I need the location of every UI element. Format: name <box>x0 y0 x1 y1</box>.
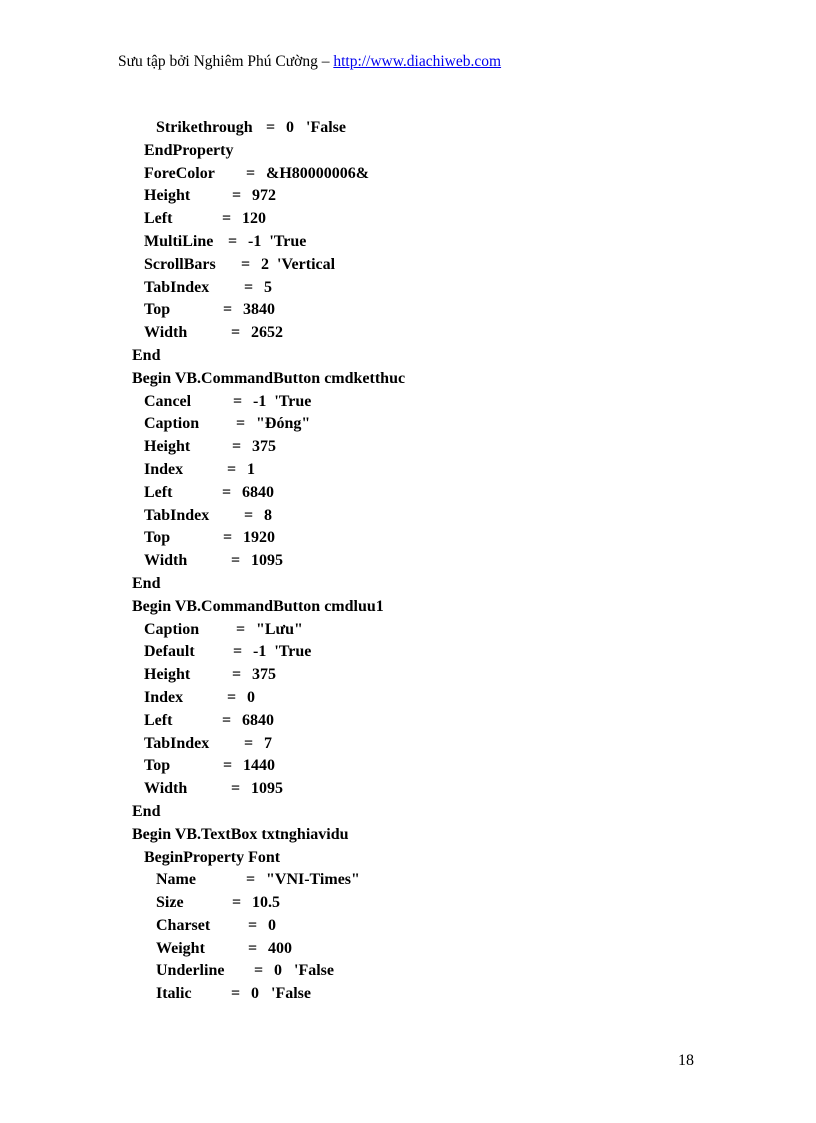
code-line <box>0 666 816 689</box>
property-name: MultiLine <box>144 232 214 250</box>
property-name: Width <box>144 780 188 798</box>
property-value: 1095 <box>251 780 283 798</box>
property-name: TabIndex <box>144 278 210 296</box>
property-name: Height <box>144 187 191 205</box>
equals-sign: = <box>232 438 242 456</box>
equals-sign: = <box>223 301 233 319</box>
property-value: 375 <box>252 666 276 684</box>
code-line <box>0 324 816 347</box>
code-line <box>0 962 816 985</box>
code-line <box>0 621 816 644</box>
code-statement: EndProperty <box>144 141 234 159</box>
property-name: Top <box>144 529 171 547</box>
property-value: 3840 <box>243 301 275 319</box>
property-name: Left <box>144 483 173 501</box>
code-statement: Begin VB.CommandButton cmdluu1 <box>132 597 384 615</box>
equals-sign: = <box>231 985 241 1003</box>
property-name: Top <box>144 301 171 319</box>
code-line <box>0 279 816 302</box>
code-statement: End <box>132 802 161 820</box>
code-line <box>0 256 816 279</box>
code-line <box>0 757 816 780</box>
header-attribution: Sưu tập bởi Nghiêm Phú Cường – <box>118 53 334 70</box>
code-line <box>0 165 816 188</box>
property-value: 1440 <box>243 757 275 775</box>
code-statement: End <box>132 574 161 592</box>
property-value: 6840 <box>242 483 274 501</box>
code-line <box>0 689 816 712</box>
equals-sign: = <box>254 962 264 980</box>
property-name: Width <box>144 324 188 342</box>
property-name: Top <box>144 757 171 775</box>
code-line <box>0 301 816 324</box>
equals-sign: = <box>236 415 246 433</box>
property-value: 7 <box>264 734 272 752</box>
equals-sign: = <box>232 187 242 205</box>
code-line <box>0 643 816 666</box>
code-line <box>0 894 816 917</box>
property-value: 400 <box>268 939 292 957</box>
code-line <box>0 871 816 894</box>
property-value: -1 'True <box>253 643 312 661</box>
code-line <box>0 780 816 803</box>
property-value: 1920 <box>243 529 275 547</box>
page-header <box>118 53 501 71</box>
code-line <box>0 393 816 416</box>
code-line <box>0 552 816 575</box>
property-value: 972 <box>252 187 276 205</box>
equals-sign: = <box>227 460 237 478</box>
equals-sign: = <box>231 324 241 342</box>
code-line <box>0 347 816 370</box>
code-line <box>0 712 816 735</box>
code-line <box>0 575 816 598</box>
equals-sign: = <box>266 119 276 136</box>
code-line <box>0 210 816 233</box>
equals-sign: = <box>233 392 243 410</box>
property-value: 0 'False <box>251 985 311 1003</box>
property-value: -1 'True <box>253 392 312 410</box>
equals-sign: = <box>228 232 238 250</box>
code-line <box>0 507 816 530</box>
property-name: Height <box>144 438 191 456</box>
property-name: Italic <box>156 985 192 1003</box>
property-value: 120 <box>242 210 266 228</box>
property-name: Caption <box>144 415 200 433</box>
equals-sign: = <box>244 278 254 296</box>
property-name: ScrollBars <box>144 255 216 273</box>
property-value: "Đóng" <box>256 415 311 433</box>
property-value: 0 <box>247 688 255 706</box>
property-value: 375 <box>252 438 276 456</box>
code-line <box>0 735 816 758</box>
property-value: 2 'Vertical <box>261 255 336 273</box>
property-value: 1095 <box>251 552 283 570</box>
property-name: Name <box>156 871 196 889</box>
property-name: Size <box>156 894 184 912</box>
code-line <box>0 187 816 210</box>
equals-sign: = <box>248 939 258 957</box>
code-line <box>0 529 816 552</box>
code-statement: Begin VB.TextBox txtnghiavidu <box>132 825 349 843</box>
code-statement: BeginProperty Font <box>144 848 281 866</box>
code-line <box>0 598 816 621</box>
equals-sign: = <box>244 506 254 524</box>
property-name: Strikethrough <box>156 119 253 136</box>
property-value: "VNI-Times" <box>266 871 360 889</box>
property-name: TabIndex <box>144 734 210 752</box>
equals-sign: = <box>222 210 232 228</box>
code-line <box>0 233 816 256</box>
code-line <box>0 849 816 872</box>
equals-sign: = <box>233 643 243 661</box>
equals-sign: = <box>231 780 241 798</box>
code-line <box>0 484 816 507</box>
property-value: 6840 <box>242 711 274 729</box>
property-name: Index <box>144 460 184 478</box>
property-value: 1 <box>247 460 255 478</box>
code-statement: End <box>132 346 161 364</box>
property-name: Left <box>144 210 173 228</box>
property-name: Default <box>144 643 195 661</box>
equals-sign: = <box>223 757 233 775</box>
equals-sign: = <box>236 620 246 638</box>
header-link[interactable]: http://www.diachiweb.com <box>333 53 502 70</box>
property-name: Caption <box>144 620 200 638</box>
property-value: 0 <box>268 916 276 934</box>
property-value: 5 <box>264 278 272 296</box>
equals-sign: = <box>244 734 254 752</box>
property-name: ForeColor <box>144 164 215 182</box>
code-line <box>0 803 816 826</box>
code-line <box>0 370 816 393</box>
equals-sign: = <box>232 666 242 684</box>
property-name: Underline <box>156 962 225 980</box>
property-name: TabIndex <box>144 506 210 524</box>
code-line <box>0 119 816 142</box>
property-name: Cancel <box>144 392 192 410</box>
property-value: 0 'False <box>274 962 334 980</box>
property-value: 2652 <box>251 324 283 342</box>
equals-sign: = <box>222 711 232 729</box>
code-line <box>0 826 816 849</box>
page-number: 18 <box>678 1052 694 1069</box>
code-line <box>0 940 816 963</box>
code-line <box>0 438 816 461</box>
property-name: Height <box>144 666 191 684</box>
code-line <box>0 917 816 940</box>
property-name: Weight <box>156 939 205 957</box>
equals-sign: = <box>232 894 242 912</box>
equals-sign: = <box>248 916 258 934</box>
property-value: 0 'False <box>286 119 346 136</box>
property-value: 8 <box>264 506 272 524</box>
property-name: Index <box>144 688 184 706</box>
equals-sign: = <box>241 255 251 273</box>
property-name: Width <box>144 552 188 570</box>
code-line <box>0 461 816 484</box>
code-line <box>0 985 816 1008</box>
property-value: "Lưu" <box>256 620 303 638</box>
property-name: Left <box>144 711 173 729</box>
equals-sign: = <box>223 529 233 547</box>
equals-sign: = <box>246 871 256 889</box>
code-line <box>0 415 816 438</box>
property-name: Charset <box>156 916 211 934</box>
equals-sign: = <box>231 552 241 570</box>
code-statement: Begin VB.CommandButton cmdketthuc <box>132 369 406 387</box>
equals-sign: = <box>246 164 256 182</box>
property-value: -1 'True <box>248 232 307 250</box>
equals-sign: = <box>222 483 232 501</box>
property-value: 10.5 <box>252 894 280 912</box>
property-value: &H80000006& <box>266 164 370 182</box>
code-line <box>0 142 816 165</box>
vb-form-code-listing <box>0 119 816 1008</box>
equals-sign: = <box>227 688 237 706</box>
